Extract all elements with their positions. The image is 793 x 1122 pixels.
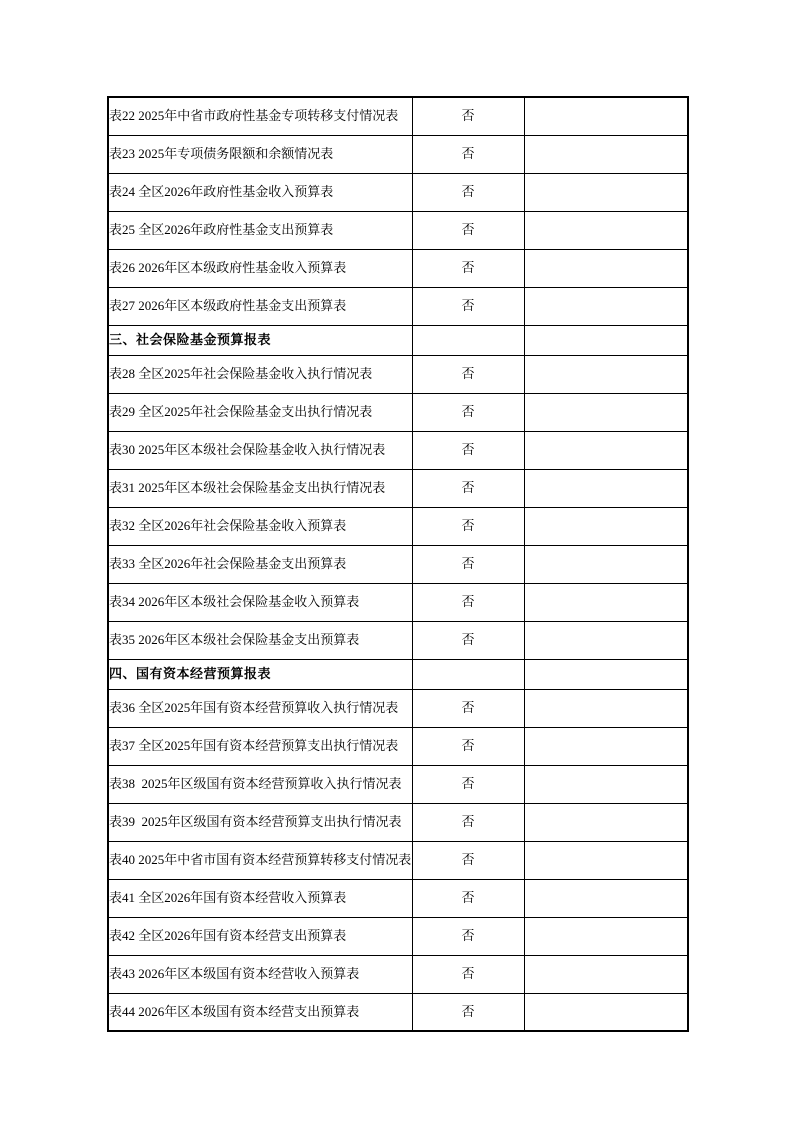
public-flag-cell: [412, 325, 524, 355]
public-flag-cell: 否: [412, 955, 524, 993]
public-flag-cell: 否: [412, 287, 524, 325]
public-flag-cell: 否: [412, 917, 524, 955]
note-cell: [524, 993, 688, 1031]
note-cell: [524, 765, 688, 803]
table-row: [108, 507, 688, 545]
section-title-cell: 四、国有资本经营预算报表: [108, 659, 412, 689]
report-name-cell: 表39 2025年区级国有资本经营预算支出执行情况表: [108, 803, 412, 841]
table-row: [108, 993, 688, 1031]
report-name-cell: 表40 2025年中省市国有资本经营预算转移支付情况表: [108, 841, 412, 879]
report-name-cell: 表29 全区2025年社会保险基金支出执行情况表: [108, 393, 412, 431]
table-row: [108, 955, 688, 993]
report-name-cell: 表36 全区2025年国有资本经营预算收入执行情况表: [108, 689, 412, 727]
note-cell: [524, 469, 688, 507]
public-flag-cell: 否: [412, 97, 524, 135]
report-name-cell: 表22 2025年中省市政府性基金专项转移支付情况表: [108, 97, 412, 135]
report-name-cell: 表35 2026年区本级社会保险基金支出预算表: [108, 621, 412, 659]
note-cell: [524, 325, 688, 355]
public-flag-cell: 否: [412, 583, 524, 621]
report-name-cell: 表31 2025年区本级社会保险基金支出执行情况表: [108, 469, 412, 507]
report-name-cell: 表33 全区2026年社会保险基金支出预算表: [108, 545, 412, 583]
table-row: [108, 431, 688, 469]
table-row: [108, 135, 688, 173]
public-flag-cell: 否: [412, 135, 524, 173]
table-row: [108, 393, 688, 431]
budget-report-table: [107, 96, 689, 1032]
note-cell: [524, 583, 688, 621]
note-cell: [524, 727, 688, 765]
report-name-cell: 表26 2026年区本级政府性基金收入预算表: [108, 249, 412, 287]
table-row: [108, 727, 688, 765]
public-flag-cell: [412, 659, 524, 689]
note-cell: [524, 621, 688, 659]
report-name-cell: 表41 全区2026年国有资本经营收入预算表: [108, 879, 412, 917]
public-flag-cell: 否: [412, 803, 524, 841]
report-name-cell: 表43 2026年区本级国有资本经营收入预算表: [108, 955, 412, 993]
report-name-cell: 表42 全区2026年国有资本经营支出预算表: [108, 917, 412, 955]
public-flag-cell: 否: [412, 355, 524, 393]
public-flag-cell: 否: [412, 841, 524, 879]
public-flag-cell: 否: [412, 545, 524, 583]
table-row: [108, 173, 688, 211]
public-flag-cell: 否: [412, 469, 524, 507]
table-row: [108, 287, 688, 325]
report-name-cell: 表24 全区2026年政府性基金收入预算表: [108, 173, 412, 211]
report-name-cell: 表23 2025年专项债务限额和余额情况表: [108, 135, 412, 173]
table-row: [108, 545, 688, 583]
table-row: [108, 765, 688, 803]
table-row: [108, 583, 688, 621]
note-cell: [524, 393, 688, 431]
note-cell: [524, 97, 688, 135]
section-title-cell: 三、社会保险基金预算报表: [108, 325, 412, 355]
table-row: [108, 841, 688, 879]
public-flag-cell: 否: [412, 621, 524, 659]
note-cell: [524, 841, 688, 879]
public-flag-cell: 否: [412, 173, 524, 211]
note-cell: [524, 545, 688, 583]
note-cell: [524, 879, 688, 917]
note-cell: [524, 287, 688, 325]
note-cell: [524, 355, 688, 393]
table-row: [108, 803, 688, 841]
public-flag-cell: 否: [412, 507, 524, 545]
public-flag-cell: 否: [412, 993, 524, 1031]
table-row: [108, 211, 688, 249]
note-cell: [524, 211, 688, 249]
note-cell: [524, 135, 688, 173]
public-flag-cell: 否: [412, 211, 524, 249]
note-cell: [524, 659, 688, 689]
public-flag-cell: 否: [412, 689, 524, 727]
note-cell: [524, 507, 688, 545]
table-body: [108, 97, 688, 1031]
public-flag-cell: 否: [412, 879, 524, 917]
note-cell: [524, 955, 688, 993]
section-header-row: [108, 659, 688, 689]
table-row: [108, 879, 688, 917]
table-row: [108, 621, 688, 659]
table-row: [108, 97, 688, 135]
note-cell: [524, 431, 688, 469]
table-row: [108, 917, 688, 955]
note-cell: [524, 173, 688, 211]
table-row: [108, 355, 688, 393]
report-name-cell: 表28 全区2025年社会保险基金收入执行情况表: [108, 355, 412, 393]
report-name-cell: 表38 2025年区级国有资本经营预算收入执行情况表: [108, 765, 412, 803]
report-name-cell: 表37 全区2025年国有资本经营预算支出执行情况表: [108, 727, 412, 765]
note-cell: [524, 917, 688, 955]
report-name-cell: 表34 2026年区本级社会保险基金收入预算表: [108, 583, 412, 621]
note-cell: [524, 689, 688, 727]
table-row: [108, 469, 688, 507]
report-name-cell: 表27 2026年区本级政府性基金支出预算表: [108, 287, 412, 325]
public-flag-cell: 否: [412, 765, 524, 803]
report-name-cell: 表44 2026年区本级国有资本经营支出预算表: [108, 993, 412, 1031]
report-name-cell: 表32 全区2026年社会保险基金收入预算表: [108, 507, 412, 545]
report-name-cell: 表30 2025年区本级社会保险基金收入执行情况表: [108, 431, 412, 469]
table-row: [108, 249, 688, 287]
public-flag-cell: 否: [412, 431, 524, 469]
note-cell: [524, 249, 688, 287]
note-cell: [524, 803, 688, 841]
public-flag-cell: 否: [412, 249, 524, 287]
public-flag-cell: 否: [412, 393, 524, 431]
section-header-row: [108, 325, 688, 355]
table-row: [108, 689, 688, 727]
public-flag-cell: 否: [412, 727, 524, 765]
report-name-cell: 表25 全区2026年政府性基金支出预算表: [108, 211, 412, 249]
